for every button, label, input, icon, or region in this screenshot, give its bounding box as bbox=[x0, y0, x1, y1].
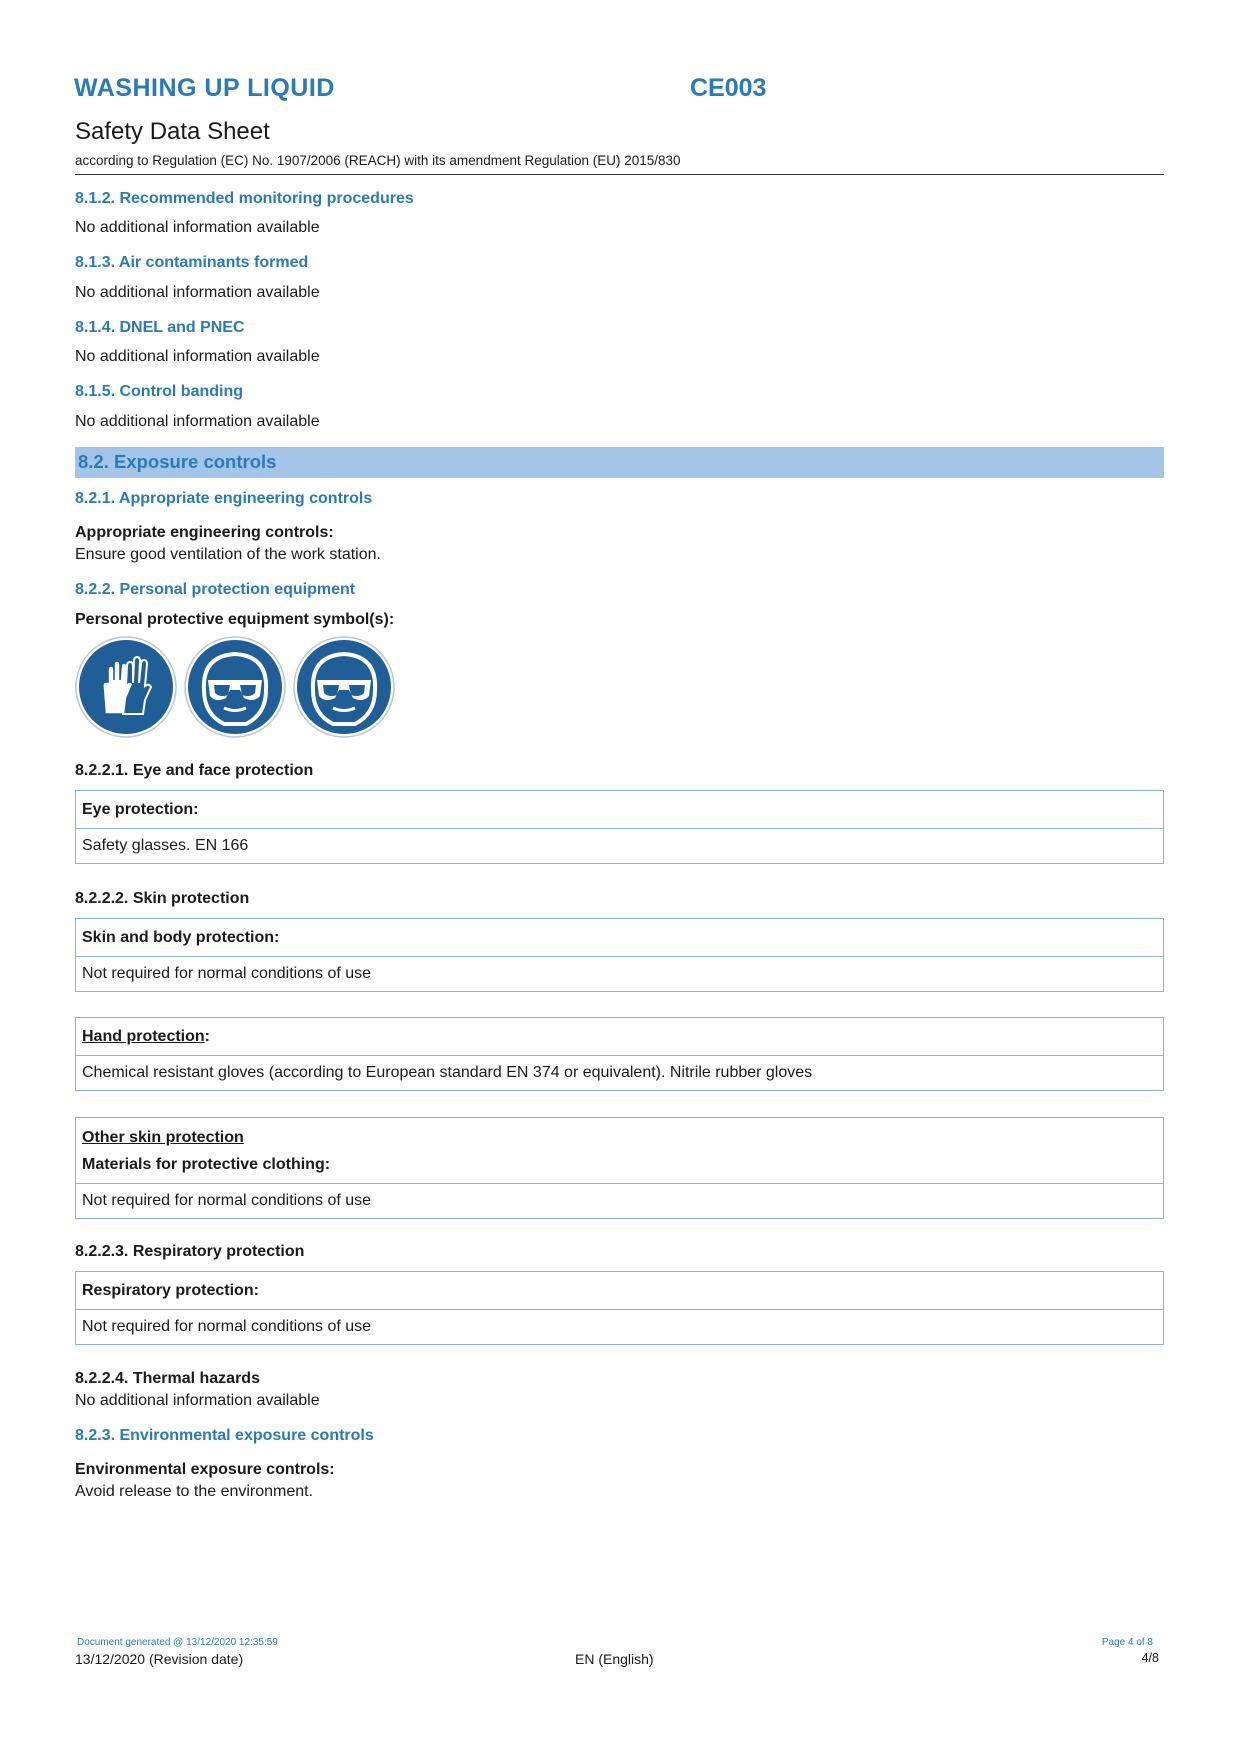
heading-8-2-2-4: 8.2.2.4. Thermal hazards bbox=[75, 1370, 260, 1387]
text-8-1-5: No additional information available bbox=[75, 413, 320, 430]
other-skin-protection-label: Other skin protection bbox=[82, 1129, 244, 1146]
respiratory-protection-label: Respiratory protection: bbox=[76, 1272, 1163, 1310]
other-skin-protection-box bbox=[75, 1117, 1164, 1219]
heading-8-1-2: 8.1.2. Recommended monitoring procedures bbox=[75, 190, 414, 207]
respiratory-protection-value: Not required for normal conditions of use bbox=[82, 1318, 372, 1335]
label-environmental-controls: Environmental exposure controls: bbox=[75, 1461, 335, 1478]
eye-protection-label: Eye protection: bbox=[76, 791, 1163, 829]
footer-generated: Document generated @ 13/12/2020 12:35:59 bbox=[77, 1637, 278, 1648]
heading-8-1-4: 8.1.4. DNEL and PNEC bbox=[75, 319, 245, 336]
document-title: Safety Data Sheet bbox=[75, 118, 270, 145]
skin-protection-value: Not required for normal conditions of use bbox=[82, 965, 372, 982]
hand-protection-colon: : bbox=[204, 1028, 210, 1045]
header-divider bbox=[75, 174, 1164, 175]
other-skin-protection-value: Not required for normal conditions of use bbox=[82, 1192, 372, 1209]
label-ppe-symbols: Personal protective equipment symbol(s): bbox=[75, 611, 395, 628]
product-name: WASHING UP LIQUID bbox=[74, 74, 335, 102]
eye-protection-value: Safety glasses. EN 166 bbox=[82, 837, 249, 854]
ppe-symbols bbox=[75, 636, 395, 738]
text-8-1-2: No additional information available bbox=[75, 219, 320, 236]
text-8-1-3: No additional information available bbox=[75, 284, 320, 301]
footer-revision-date: 13/12/2020 (Revision date) bbox=[75, 1651, 244, 1667]
heading-8-2-1: 8.2.1. Appropriate engineering controls bbox=[75, 490, 373, 507]
text-8-1-4: No additional information available bbox=[75, 348, 320, 365]
materials-label: Materials for protective clothing: bbox=[82, 1156, 331, 1173]
product-code: CE003 bbox=[690, 74, 767, 102]
heading-8-2: 8.2. Exposure controls bbox=[78, 451, 277, 472]
heading-8-2-2-2: 8.2.2.2. Skin protection bbox=[75, 890, 250, 907]
gloves-icon bbox=[75, 636, 177, 738]
text-engineering-controls: Ensure good ventilation of the work station. bbox=[75, 546, 381, 563]
heading-8-1-3: 8.1.3. Air contaminants formed bbox=[75, 254, 309, 271]
heading-8-2-2-1: 8.2.2.1. Eye and face protection bbox=[75, 762, 314, 779]
label-engineering-controls: Appropriate engineering controls: bbox=[75, 524, 334, 541]
hand-protection-label: Hand protection bbox=[82, 1028, 205, 1045]
section-bar-8-2 bbox=[75, 447, 1164, 478]
eye-protection-icon bbox=[184, 636, 286, 738]
text-environmental-controls: Avoid release to the environment. bbox=[75, 1483, 314, 1500]
heading-8-2-2-3: 8.2.2.3. Respiratory protection bbox=[75, 1243, 305, 1260]
text-8-2-2-4: No additional information available bbox=[75, 1392, 320, 1409]
skin-protection-label: Skin and body protection: bbox=[76, 919, 1163, 957]
footer-page-label: Page 4 of 8 bbox=[1101, 1637, 1153, 1648]
heading-8-2-3: 8.2.3. Environmental exposure controls bbox=[75, 1427, 374, 1444]
heading-8-1-5: 8.1.5. Control banding bbox=[75, 383, 244, 400]
footer-page-number: 4/8 bbox=[1141, 1651, 1159, 1665]
regulation-note: according to Regulation (EC) No. 1907/2006 (REACH) with its amendment Regulation (EU) 2015/830 bbox=[75, 153, 681, 168]
skin-protection-box bbox=[75, 918, 1164, 992]
hand-protection-value: Chemical resistant gloves (according to European standard EN 374 or equivalent). Nitrile rubber gloves bbox=[82, 1064, 813, 1081]
hand-protection-box bbox=[75, 1017, 1164, 1091]
eye-protection-box bbox=[75, 790, 1164, 864]
hand-protection-heading bbox=[76, 1018, 1163, 1056]
heading-8-2-2: 8.2.2. Personal protection equipment bbox=[75, 581, 356, 598]
other-skin-protection-header bbox=[76, 1118, 1163, 1184]
eye-protection-icon bbox=[293, 636, 395, 738]
footer-language: EN (English) bbox=[575, 1651, 654, 1667]
respiratory-protection-box bbox=[75, 1271, 1164, 1345]
